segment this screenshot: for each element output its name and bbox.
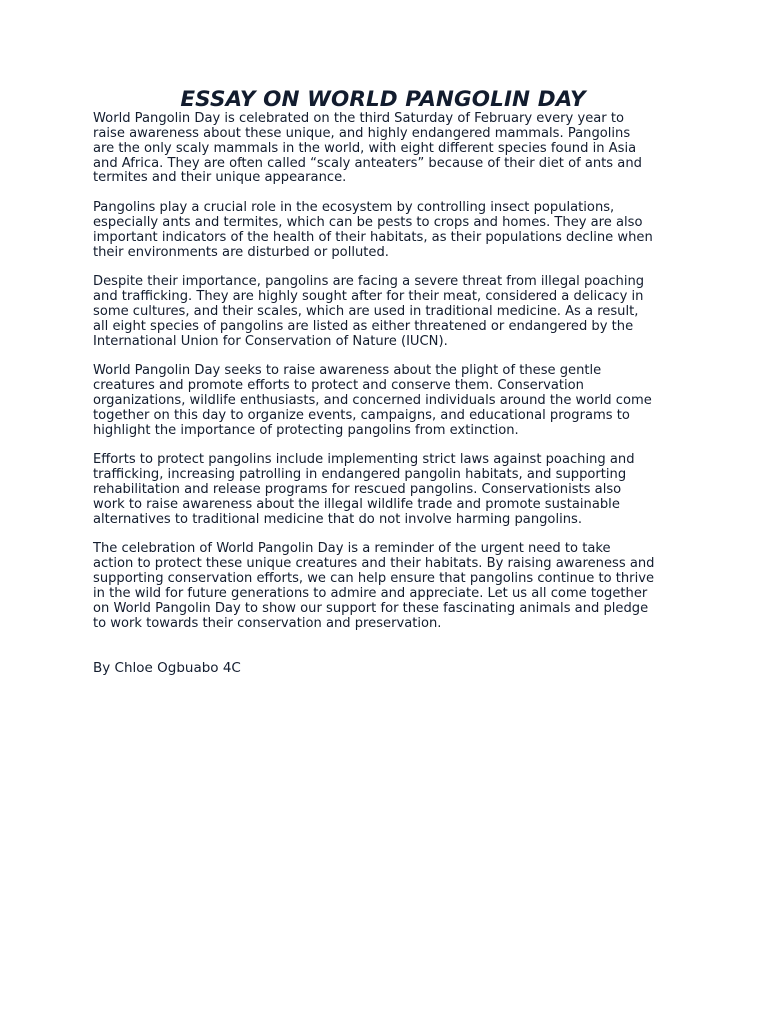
paragraph-line: trafficking, increasing patrolling in endangered pangolin habitats, and supporting [93, 467, 627, 483]
paragraph-line: creatures and promote efforts to protect and conserve them. Conservation [93, 378, 584, 394]
essay-paragraph [93, 112, 693, 186]
essay-paragraph [93, 542, 693, 631]
paragraph-line: action to protect these unique creatures and their habitats. By raising awareness and [93, 556, 655, 572]
essay-paragraph [93, 364, 693, 438]
paragraph-line: organizations, wildlife enthusiasts, and concerned individuals around the world come [93, 393, 652, 409]
essay-paragraph [93, 453, 693, 527]
paragraph-line: alternatives to traditional medicine that do not involve harming pangolins. [93, 511, 583, 527]
paragraph-line: especially ants and termites, which can be pests to crops and homes. They are also [93, 214, 643, 230]
paragraph-line: The celebration of World Pangolin Day is a reminder of the urgent need to take [93, 541, 611, 557]
paragraph-line: their environments are disturbed or polluted. [93, 244, 389, 260]
essay-paragraph [93, 275, 693, 349]
paragraph-line: to work towards their conservation and preservation. [93, 615, 442, 631]
paragraph-line: International Union for Conservation of Nature (IUCN). [93, 333, 448, 349]
paragraph-line: World Pangolin Day is celebrated on the third Saturday of February every year to [93, 111, 624, 126]
paragraph-line: rehabilitation and release programs for rescued pangolins. Conservationists also [93, 482, 622, 498]
paragraph-line: work to raise awareness about the illegal wildlife trade and promote sustainable [93, 496, 620, 512]
paragraph-line: and trafficking. They are highly sought after for their meat, considered a delicacy in [93, 289, 644, 305]
paragraph-line: important indicators of the health of their habitats, as their populations decline when [93, 229, 653, 245]
essay-title: ESSAY ON WORLD PANGOLIN DAY [180, 87, 586, 112]
author-byline: By Chloe Ogbuabo 4C [93, 660, 241, 676]
paragraph-line: are the only scaly mammals in the world, with eight different species found in Asia [93, 140, 637, 156]
paragraph-line: Efforts to protect pangolins include implementing strict laws against poaching and [93, 452, 635, 468]
paragraph-line: Despite their importance, pangolins are facing a severe threat from illegal poaching [93, 274, 645, 290]
paragraph-line: all eight species of pangolins are listed as either threatened or endangered by the [93, 318, 634, 334]
essay-body [93, 112, 693, 646]
paragraph-line: and Africa. They are often called “scaly anteaters” because of their diet of ants and [93, 155, 642, 171]
paragraph-line: Pangolins play a crucial role in the ecosystem by controlling insect populations, [93, 200, 615, 216]
essay-paragraph [93, 201, 693, 260]
paragraph-line: termites and their unique appearance. [93, 170, 347, 186]
paragraph-line: highlight the importance of protecting pangolins from extinction. [93, 422, 519, 438]
paragraph-line: supporting conservation efforts, we can help ensure that pangolins continue to thrive [93, 571, 655, 587]
paragraph-line: raise awareness about these unique, and highly endangered mammals. Pangolins [93, 125, 631, 141]
paragraph-line: together on this day to organize events, campaigns, and educational programs to [93, 407, 630, 423]
paragraph-line: on World Pangolin Day to show our support for these fascinating animals and pledge [93, 600, 649, 616]
paragraph-line: in the wild for future generations to admire and appreciate. Let us all come together [93, 586, 648, 601]
paragraph-line: some cultures, and their scales, which are used in traditional medicine. As a result, [93, 303, 639, 319]
paragraph-line: World Pangolin Day seeks to raise awareness about the plight of these gentle [93, 363, 602, 379]
